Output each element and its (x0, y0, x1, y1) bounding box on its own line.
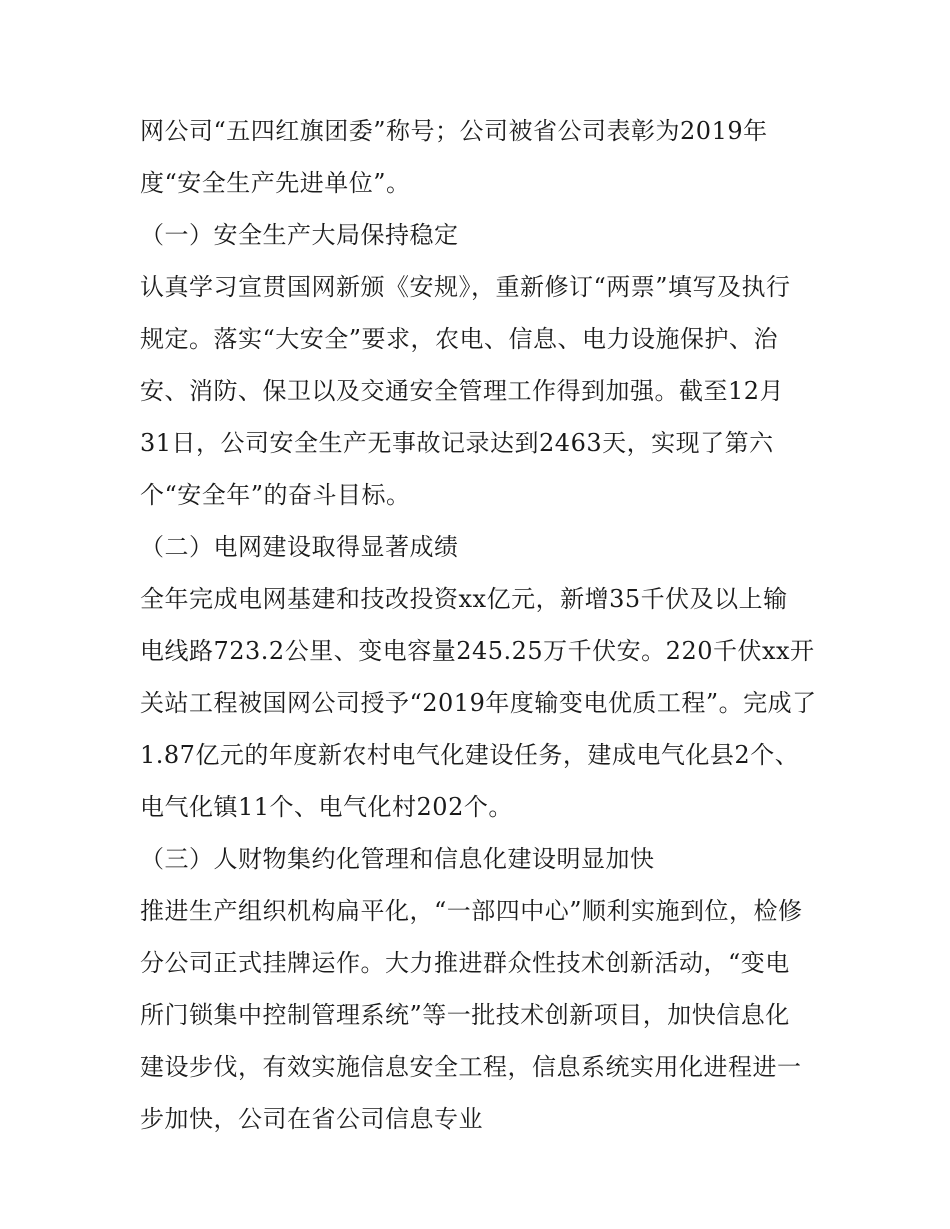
section-heading-1: （一）安全生产大局保持稳定 (140, 221, 459, 249)
text-line: 所门锁集中控制管理系统”等一批技术创新项目，加快信息化 (140, 1001, 790, 1029)
section-heading-2: （二）电网建设取得显著成绩 (140, 533, 459, 561)
text-line: 全年完成电网基建和技改投资xx亿元，新增35千伏及以上输 (140, 585, 788, 613)
text-line: 规定。落实“大安全”要求，农电、信息、电力设施保护、治 (140, 325, 779, 353)
text-line: 推进生产组织机构扁平化，“一部四中心”顺利实施到位，检修 (140, 897, 803, 925)
text-line: 认真学习宣贯国网新颁《安规》，重新修订“两票”填写及执行 (140, 273, 791, 301)
text-line: 1.87亿元的年度新农村电气化建设任务，建成电气化县2个、 (140, 741, 800, 769)
text-line: 网公司“五四红旗团委”称号；公司被省公司表彰为2019年 (140, 117, 768, 145)
text-line: 电线路723.2公里、变电容量245.25万千伏安。220千伏xx开 (140, 637, 815, 665)
text-line: 分公司正式挂牌运作。大力推进群众性技术创新活动，“变电 (140, 949, 790, 977)
document-body (140, 105, 820, 1145)
text-line: 电气化镇11个、电气化村202个。 (140, 793, 513, 821)
text-line: 步加快，公司在省公司信息专业 (140, 1105, 483, 1133)
text-line: 度“安全生产先进单位”。 (140, 169, 411, 197)
section-heading-3: （三）人财物集约化管理和信息化建设明显加快 (140, 845, 655, 873)
text-line: 关站工程被国网公司授予“2019年度输变电优质工程”。完成了 (140, 689, 817, 717)
text-line: 31日，公司安全生产无事故记录达到2463天，实现了第六 (140, 429, 774, 457)
text-line: 建设步伐，有效实施信息安全工程，信息系统实用化进程进一 (140, 1053, 802, 1081)
text-line: 安、消防、保卫以及交通安全管理工作得到加强。截至12月 (140, 377, 785, 405)
text-line: 个“安全年”的奋斗目标。 (140, 481, 411, 509)
